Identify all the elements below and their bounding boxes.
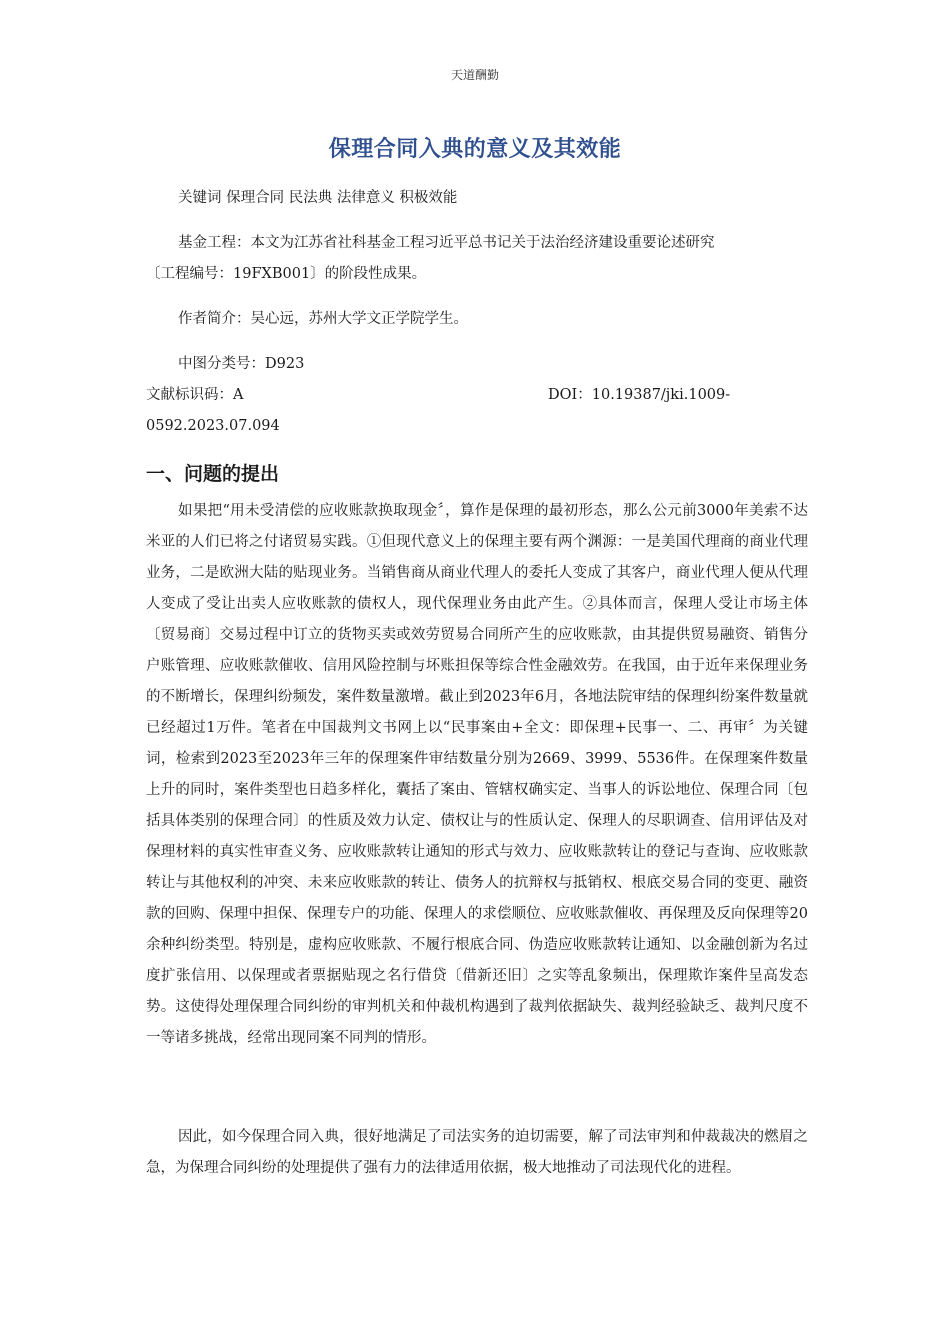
fund-line-2: 〔工程编号：19FXB001〕的阶段性成果。 <box>146 266 427 282</box>
clc-line: 中图分类号：D923 <box>178 356 305 372</box>
body-paragraph-2: 因此，如今保理合同入典，很好地满足了司法实务的迫切需要，解了司法审判和仲裁裁决的燃眉之急，为保理合同纠纷的处理提供了强有力的法律适用依据，极大地推动了司法现代化的进程。 <box>146 1129 808 1176</box>
page-header: 天道酬勤 <box>450 68 499 82</box>
author-line: 作者简介：吴心远，苏州大学文正学院学生。 <box>178 311 468 327</box>
doi-line-part1: DOI：10.19387/jki.1009- <box>548 387 731 403</box>
fund-line-1: 基金工程：本文为江苏省社科基金工程习近平总书记关于法治经济建设重要论述研究 <box>178 235 715 251</box>
doc-code-line: 文献标识码：A <box>146 387 244 403</box>
article-title: 保理合同入典的意义及其效能 <box>328 137 622 162</box>
body-paragraph-1: 如果把“用未受清偿的应收账款换取现金〞，算作是保理的最初形态，那么公元前3000年美索不达米亚的人们已将之付诸贸易实践。①但现代意义上的保理主要有两个渊源：一是美国代理商的商业代理业务，二是欧洲大陆的贴现业务。当销售商从商业代理人的委托人变成了其客户，商业代理人便从代理人变成了受让出卖人应收账款的债权人，现代保理业务由此产生。②具体而言，保理人受让市场主体〔贸易商〕交易过程中订立的货物买卖或效劳贸易合同所产生的应收账款，由其提供贸易融资、销售分户账管理、应收账款催收、信用风险控制与坏账担保等综合性金融效劳。在我国，由于近年来保理业务的不断增长，保理纠纷频发，案件数量激增。截止到2023年6月，各地法院审结的保理纠纷案件数量就已经超过1万件。笔者在中国裁判文书网上以“民事案由+全文：即保理+民事一、二、再审〞为关键词，检索到2023至2023年三年的保理案件审结数量分别为2669、3999、5536件。在保理案件数量上升的同时，案件类型也日趋多样化，囊括了案由、管辖权确实定、当事人的诉讼地位、保理合同〔包括具体类别的保理合同〕的性质及效力认定、债权让与的性质认定、保理人的尽职调查、信用评估及对保理材料的真实性审查义务、应收账款转让通知的形式与效力、应收账款转让的登记与查询、应收账款转让与其他权利的冲突、未来应收账款的转让、债务人的抗辩权与抵销权、根底交易合同的变更、融资款的回购、保理中担保、保理专户的功能、保理人的求偿顺位、应收账款催收、再保理及反向保理等20余种纠纷类型。特别是，虚构应收账款、不履行根底合同、伪造应收账款转让通知、以金融创新为名过度扩张信用、以保理或者票据贴现之名行借贷〔借新还旧〕之实等乱象频出，保理欺诈案件呈高发态势。这使得处理保理合同纠纷的审判机关和仲裁机构遇到了裁判依据缺失、裁判经验缺乏、裁判尺度不一等诸多挑战，经常出现同案不同判的情形。 <box>146 503 808 1046</box>
doi-line-part2: 0592.2023.07.094 <box>146 418 280 434</box>
keywords-line: 关键词 保理合同 民法典 法律意义 积极效能 <box>178 190 458 206</box>
section-heading: 一、问题的提出 <box>146 463 280 485</box>
